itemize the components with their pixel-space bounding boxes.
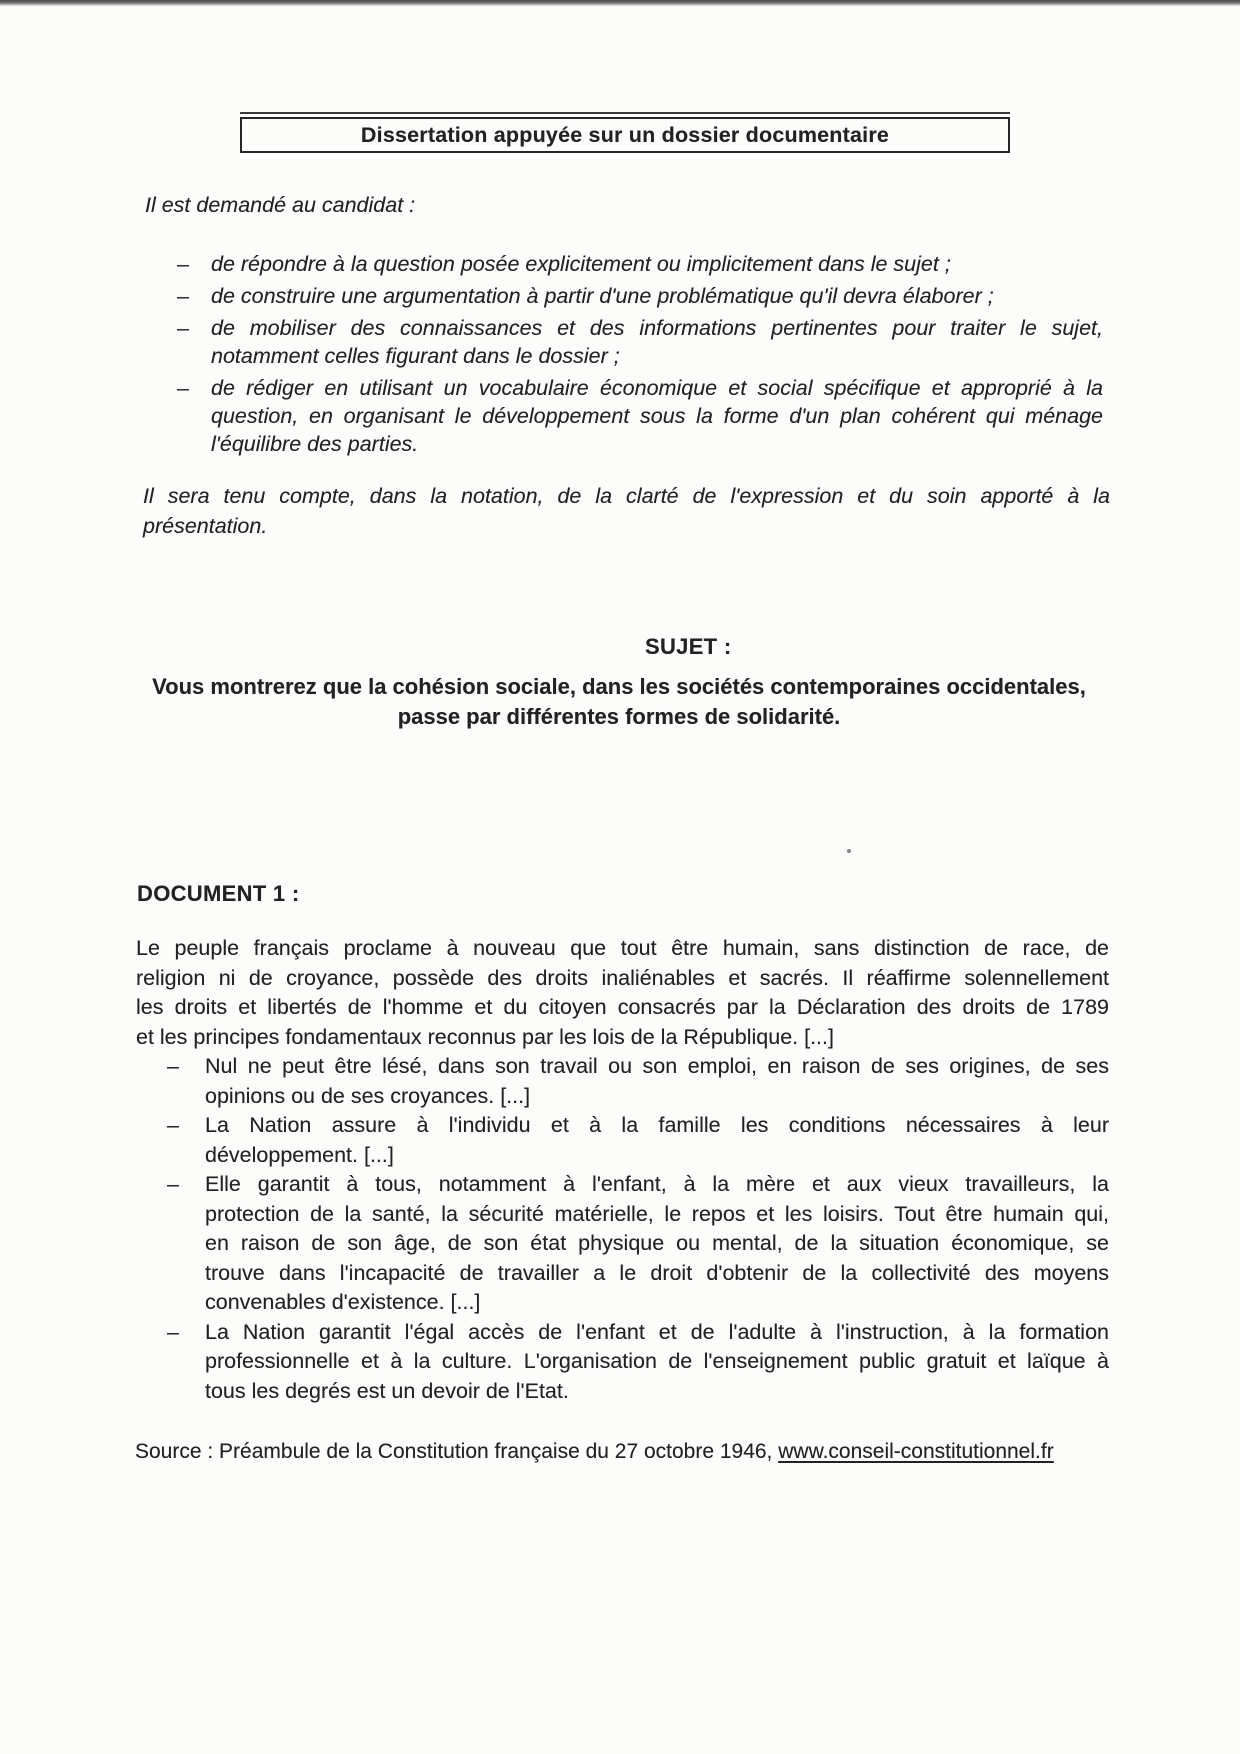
instruction-item	[177, 374, 1103, 458]
dash-bullet: –	[167, 1113, 179, 1137]
instructions-list	[177, 250, 1103, 462]
source-link[interactable]: www.conseil-constitutionnel.fr	[778, 1440, 1054, 1463]
source-line	[135, 1440, 1054, 1464]
dash-bullet: –	[177, 316, 189, 340]
source-text: Source : Préambule de la Constitution française du 27 octobre 1946,	[135, 1440, 779, 1463]
grading-note: Il sera tenu compte, dans la notation, de la clarté de l'expression et du soin apporté à la présentation.	[143, 484, 1110, 538]
document1-item-text: La Nation assure à l'individu et à la famille les conditions nécessaires à leur développement. [...]	[205, 1113, 1109, 1167]
document1-list	[167, 1052, 1109, 1406]
document1-item	[167, 1111, 1109, 1170]
dash-bullet: –	[167, 1054, 179, 1078]
candidate-intro: Il est demandé au candidat :	[145, 193, 416, 217]
dash-bullet: –	[167, 1319, 179, 1344]
document1-item	[167, 1052, 1109, 1111]
instruction-text: de rédiger en utilisant un vocabulaire économique et social spécifique et approprié à la question, en organisant le développement sous la forme d'un plan cohérent qui ménage l'équilibre des parties.	[211, 376, 1103, 456]
document1-item-text: Elle garantit à tous, notamment à l'enfant, à la mère et aux vieux travailleurs, la protection de la santé, la sécurité matérielle, le repos et les loisirs. Tout être humain qui, en raison de son âge, de son état physique ou mental, de la situation économique, se trouve dans l'incapacité de travailler a le droit d'obtenir de la collectivité des moyens convenables d'existence. [...]	[205, 1172, 1109, 1314]
instruction-text: de répondre à la question posée explicitement ou implicitement dans le sujet ;	[211, 252, 951, 276]
document1-heading: DOCUMENT 1 :	[137, 881, 300, 906]
dash-bullet: –	[167, 1172, 179, 1196]
document1-item-text: Nul ne peut être lésé, dans son travail ou son emploi, en raison de ses origines, de ses opinions ou de ses croyances. [...]	[205, 1054, 1109, 1108]
instruction-text: de construire une argumentation à partir d'une problématique qu'il devra élaborer ;	[211, 284, 994, 308]
scan-dot-artifact	[847, 849, 851, 853]
instruction-item	[177, 250, 1103, 278]
instruction-text: de mobiliser des connaissances et des informations pertinentes pour traiter le sujet, notamment celles figurant dans le dossier ;	[211, 316, 1103, 368]
subject-heading: SUJET :	[645, 634, 732, 659]
dash-bullet: –	[177, 376, 189, 400]
dash-bullet: –	[177, 252, 189, 276]
page-title: Dissertation appuyée sur un dossier documentaire	[360, 122, 890, 147]
document1-item	[167, 1170, 1109, 1318]
dash-bullet: –	[177, 284, 189, 308]
instruction-item	[177, 282, 1103, 310]
title-box	[240, 117, 1010, 153]
subject-text: Vous montrerez que la cohésion sociale, dans les sociétés contemporaines occidentales, passe par différentes formes de solidarité.	[152, 674, 1086, 729]
document1-item-text: La Nation garantit l'égal accès de l'enfant et de l'adulte à l'instruction, à la formation professionnelle et à la culture. L'organisation de l'enseignement public gratuit et laïque à tous les degrés est un devoir de l'Etat.	[205, 1319, 1109, 1403]
document1-item	[167, 1318, 1109, 1407]
instruction-item	[177, 314, 1103, 370]
document1-paragraph: Le peuple français proclame à nouveau que tout être humain, sans distinction de race, de religion ni de croyance, possède des droits inaliénables et sacrés. Il réaffirme solennellement les droits et libertés de l'homme et du citoyen consacrés par la Déclaration des droits de 1789 et les principes fondamentaux reconnus par les lois de la République. [...]	[136, 936, 1109, 1049]
scan-edge-artifact	[0, 0, 1240, 6]
